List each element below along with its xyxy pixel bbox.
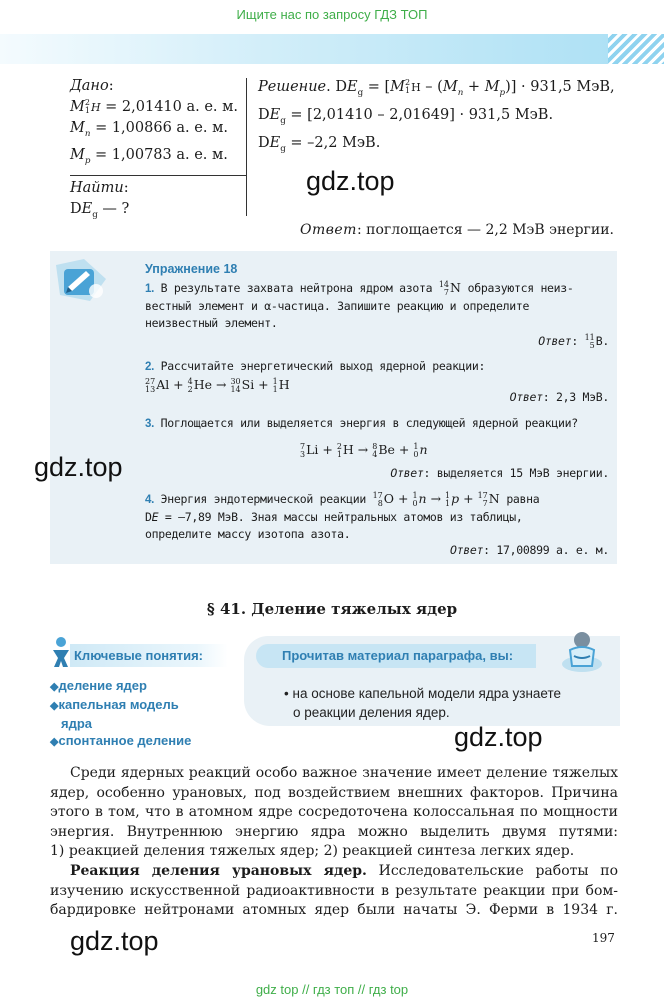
paragraph-heading: Реакция деления урановых ядер. [70,863,367,879]
given-divider [70,175,246,176]
header-stripe-pattern [608,34,664,64]
main-answer: Ответ: поглощается — 2,2 МэВ энергии. [299,222,614,238]
solution-label: Решение [258,79,327,95]
solution-line-2: $DE_g = [2,01410 - 2,01649] \cdot 931,5$ МэВ. [258,106,554,126]
body-paragraph-2: Реакция деления урановых ядер. Исследовательские работы по изучению искусственной радиоактивности в результате реакции при бом- бардировке нейтронами атомных ядер были начаты Э. Ферми в 1934 г. [50,863,619,918]
key-concepts-title: Ключевые понятия: [70,644,228,667]
find-title-row: Найти: [70,179,129,196]
exercise-answer-3: Ответ: выделяется 15 МэВ энергии. [390,466,609,480]
watermark: gdz.top [70,926,159,956]
exercise-item-2: 2. Рассчитайте энергетический выход ядерной реакции: 27 13 Al + 4 2 He → 30 14 Si + 1 1 H [145,359,486,394]
key-concept-item: ядра [61,716,93,731]
reaction-2: 27 13 Al + 4 2 He → 30 14 Si + 1 1 H [145,376,290,394]
reaction-3: 7 3 Li + 2 1 H → 8 4 Be + 1 0 n [300,441,428,459]
key-concepts-person-icon [50,636,72,668]
exercise-answer-2: Ответ: 2,3 МэВ. [509,390,609,404]
given-separator-line [246,78,247,216]
find-value: $DE_g$ — ? [70,200,130,220]
objectives-reader-icon [558,628,606,676]
objectives-title: Прочитав материал параграфа, вы: [256,644,536,668]
exercise-answer-1: Ответ: 11 5 B. [538,332,609,350]
key-concept-item: ◆капельная модель [50,697,179,712]
key-concept-item: ◆спонтанное деление [50,733,192,748]
exercise-box [50,251,617,564]
footer-links[interactable]: gdz top // гдз топ // гдз top [255,982,409,997]
section-title: § 41. Деление тяжелых ядер [206,600,458,618]
find-title: Найти [70,179,124,196]
exercise-title: Упражнение 18 [145,262,238,276]
given-title-row: Дано: [70,78,114,94]
top-banner[interactable]: Ищите нас по запросу ГДЗ ТОП [236,7,428,22]
key-concept-item: ◆деление ядер [50,678,147,693]
given-block [70,76,246,226]
objectives-item: • на основе капельной модели ядра узнаете о реакции деления ядер. [284,686,562,720]
page-number: 197 [592,931,615,945]
watermark: gdz.top [454,722,543,752]
given-m-n: $M_n = 1,00866$ а. е. м. [70,120,228,139]
watermark: gdz.top [306,166,395,196]
solution-line-3: $DE_g = -2,2$ МэВ. [258,134,381,154]
solution-block [258,76,638,160]
exercise-item-1: 1. В результате захвата нейтрона ядром азота 14 7 N образуются неиз- вестный элемент и α-частица. Запишите реакцию и определите неизвестный элемент. [145,279,574,330]
given-m-p: $M_p = 1,00783$ а. е. м. [70,146,228,166]
exercise-answer-4: Ответ: 17,00899 а. е. м. [450,543,609,557]
watermark: gdz.top [34,452,123,482]
given-title: Дано [70,78,109,94]
exercise-item-3: 3. Поглощается или выделяется энергия в следующей ядерной реакции? [145,416,578,430]
exercise-item-4: 4. Энергия эндотермической реакции 17 8 O + 1 0 n → 1 1 p + 17 7 N равна DE = –7,89 МэВ. Зная массы нейтральных атомов из таблицы, определите массу изотопа азота. [145,490,540,541]
key-concepts-list [50,677,240,751]
solution-line-1: Решение. $DE_g = [M$ 2 1 $H - (M_n + M_p)] \cdot 931,5$ МэВ, [258,78,615,98]
exercise-pencil-icon [54,257,108,305]
header-stripe [0,34,664,64]
body-paragraph-1: Среди ядерных реакций особо важное значение имеет деление тяжелых ядер, особенно урановых, под воздействием внешних факторов. Причина этого в том, что в атомном ядре сосредоточена колоссальная по мощности энергия. Внутреннюю энергию ядра можно выделить двумя путями: 1) реакцией деления тяжелых ядер; 2) реакцией синтеза легких ядер. [50,765,618,859]
given-m-h: M 2 1 H = 2,01410 а. е. м. [70,98,239,115]
